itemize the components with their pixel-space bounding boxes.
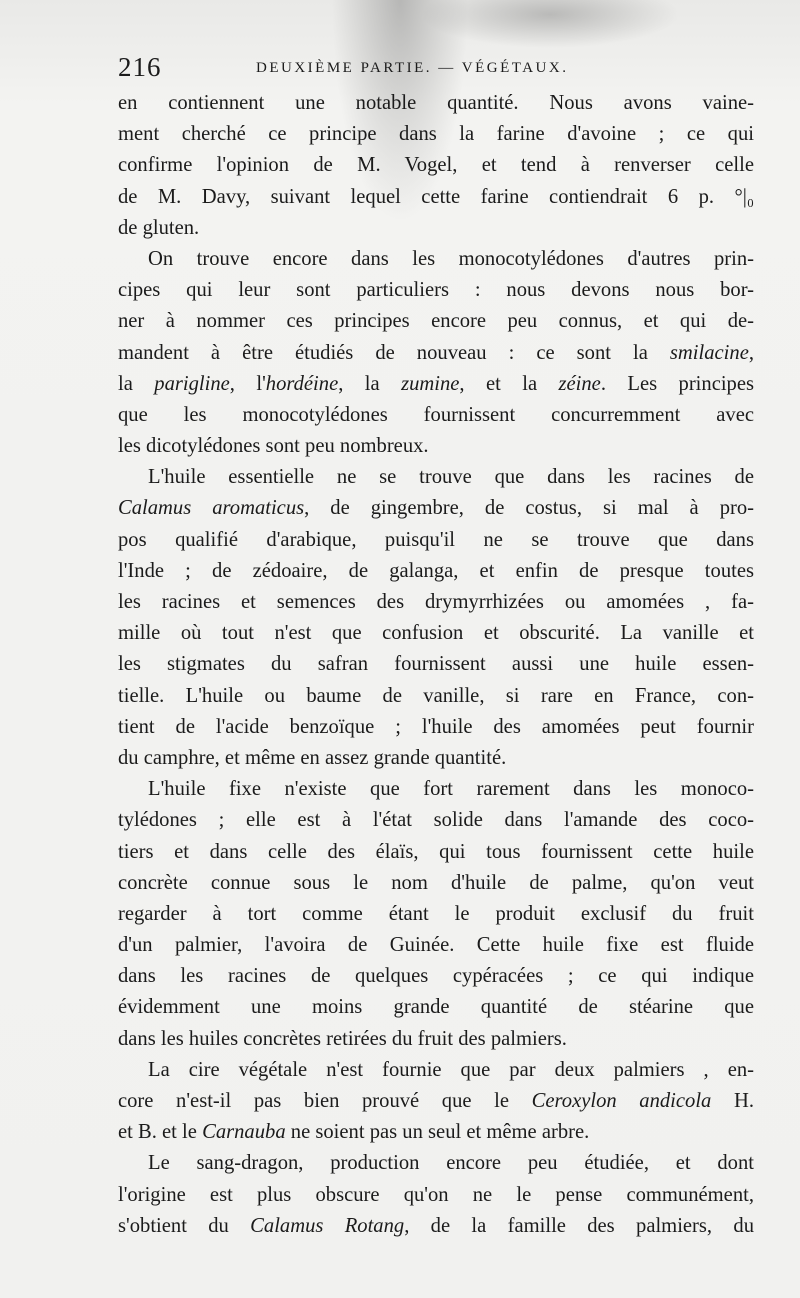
- text-line: confirme l'opinion de M. Vogel, et tend à renverser celle: [118, 154, 754, 177]
- italic-term: smilacine: [669, 341, 749, 364]
- text-line: tient de l'acide benzoïque ; l'huile des amomées peut fournir: [118, 715, 754, 738]
- text-line: les racines et semences des drymyrrhizées ou amomées , fa-: [118, 591, 754, 613]
- text-line: concrète connue sous le nom d'huile de palme, qu'on veut: [118, 871, 754, 894]
- italic-term: hordéine: [265, 372, 339, 395]
- text-line: L'huile fixe n'existe que fort rarement dans les monoco-: [148, 778, 754, 801]
- text-line: que les monocotylédones fournissent concurremment avec: [118, 403, 754, 426]
- text-line: tylédones ; elle est à l'état solide dans l'amande des coco-: [118, 809, 754, 832]
- text-line: l'Inde ; de zédoaire, de galanga, et enfin de presque toutes: [118, 559, 754, 582]
- text-line: La cire végétale n'est fournie que par deux palmiers , en-: [148, 1058, 754, 1081]
- page-number: 216: [118, 52, 162, 82]
- text-line: en contiennent une notable quantité. Nous avons vaine-: [118, 92, 754, 114]
- italic-term: Calamus Rotang: [250, 1214, 405, 1237]
- ink-smudge: [420, 0, 680, 48]
- text-line: Calamus aromaticus, de gingembre, de costus, si mal à pro-: [118, 497, 755, 520]
- text-line: du camphre, et même en assez grande quantité.: [118, 746, 507, 769]
- italic-term: zumine: [401, 372, 460, 395]
- italic-term: Carnauba: [202, 1121, 286, 1144]
- body-text: [118, 88, 754, 1242]
- text-line: la parigline, l'hordéine, la zumine, et la zéine. Les principes: [118, 372, 755, 395]
- text-line: dans les huiles concrètes retirées du fruit des palmiers.: [118, 1027, 567, 1050]
- text-line: s'obtient du Calamus Rotang, de la famille des palmiers, du: [118, 1214, 754, 1237]
- text-line: les dicotylédones sont peu nombreux.: [118, 435, 429, 458]
- text-line: Le sang-dragon, production encore peu étudiée, et dont: [148, 1152, 754, 1175]
- text-line: core n'est-il pas bien prouvé que le Ceroxylon andicola H.: [118, 1090, 754, 1112]
- text-line: de M. Davy, suivant lequel cette farine contiendrait 6 p. °|₀: [118, 185, 754, 208]
- text-line: ment cherché ce principe dans la farine d'avoine ; ce qui: [118, 123, 754, 146]
- text-line: dans les racines de quelques cypéracées ; ce qui indique: [118, 965, 754, 988]
- text-line: On trouve encore dans les monocotylédones d'autres prin-: [148, 247, 754, 270]
- text-line: de gluten.: [118, 216, 200, 239]
- italic-term: Ceroxylon andicola: [531, 1090, 712, 1112]
- text-line: les stigmates du safran fournissent aussi une huile essen-: [118, 653, 754, 676]
- text-line: évidemment une moins grande quantité de stéarine que: [118, 996, 754, 1019]
- text-line: mille où tout n'est que confusion et obscurité. La vanille et: [118, 622, 754, 645]
- italic-term: parigline: [154, 372, 230, 395]
- text-line: pos qualifié d'arabique, puisqu'il ne se trouve que dans: [118, 528, 754, 551]
- text-line: d'un palmier, l'avoira de Guinée. Cette huile fixe est fluide: [118, 934, 754, 957]
- italic-term: Calamus aromaticus: [118, 497, 305, 520]
- text-line: et B. et le Carnauba ne soient pas un seul et même arbre.: [118, 1121, 590, 1144]
- text-line: mandent à être étudiés de nouveau : ce sont la smilacine,: [118, 341, 754, 364]
- text-line: ner à nommer ces principes encore peu connus, et qui de-: [118, 310, 754, 333]
- text-line: regarder à tort comme étant le produit exclusif du fruit: [118, 902, 754, 925]
- page-header: [118, 52, 688, 86]
- text-line: l'origine est plus obscure qu'on ne le pense communément,: [118, 1183, 754, 1206]
- text-line: cipes qui leur sont particuliers : nous devons nous bor-: [118, 279, 754, 302]
- text-line: L'huile essentielle ne se trouve que dans les racines de: [148, 466, 754, 489]
- italic-term: zéine: [558, 372, 601, 395]
- running-head: DEUXIÈME PARTIE. — VÉGÉTAUX.: [256, 60, 569, 76]
- text-line: tielle. L'huile ou baume de vanille, si rare en France, con-: [118, 684, 754, 707]
- text-line: tiers et dans celle des élaïs, qui tous fournissent cette huile: [118, 840, 754, 863]
